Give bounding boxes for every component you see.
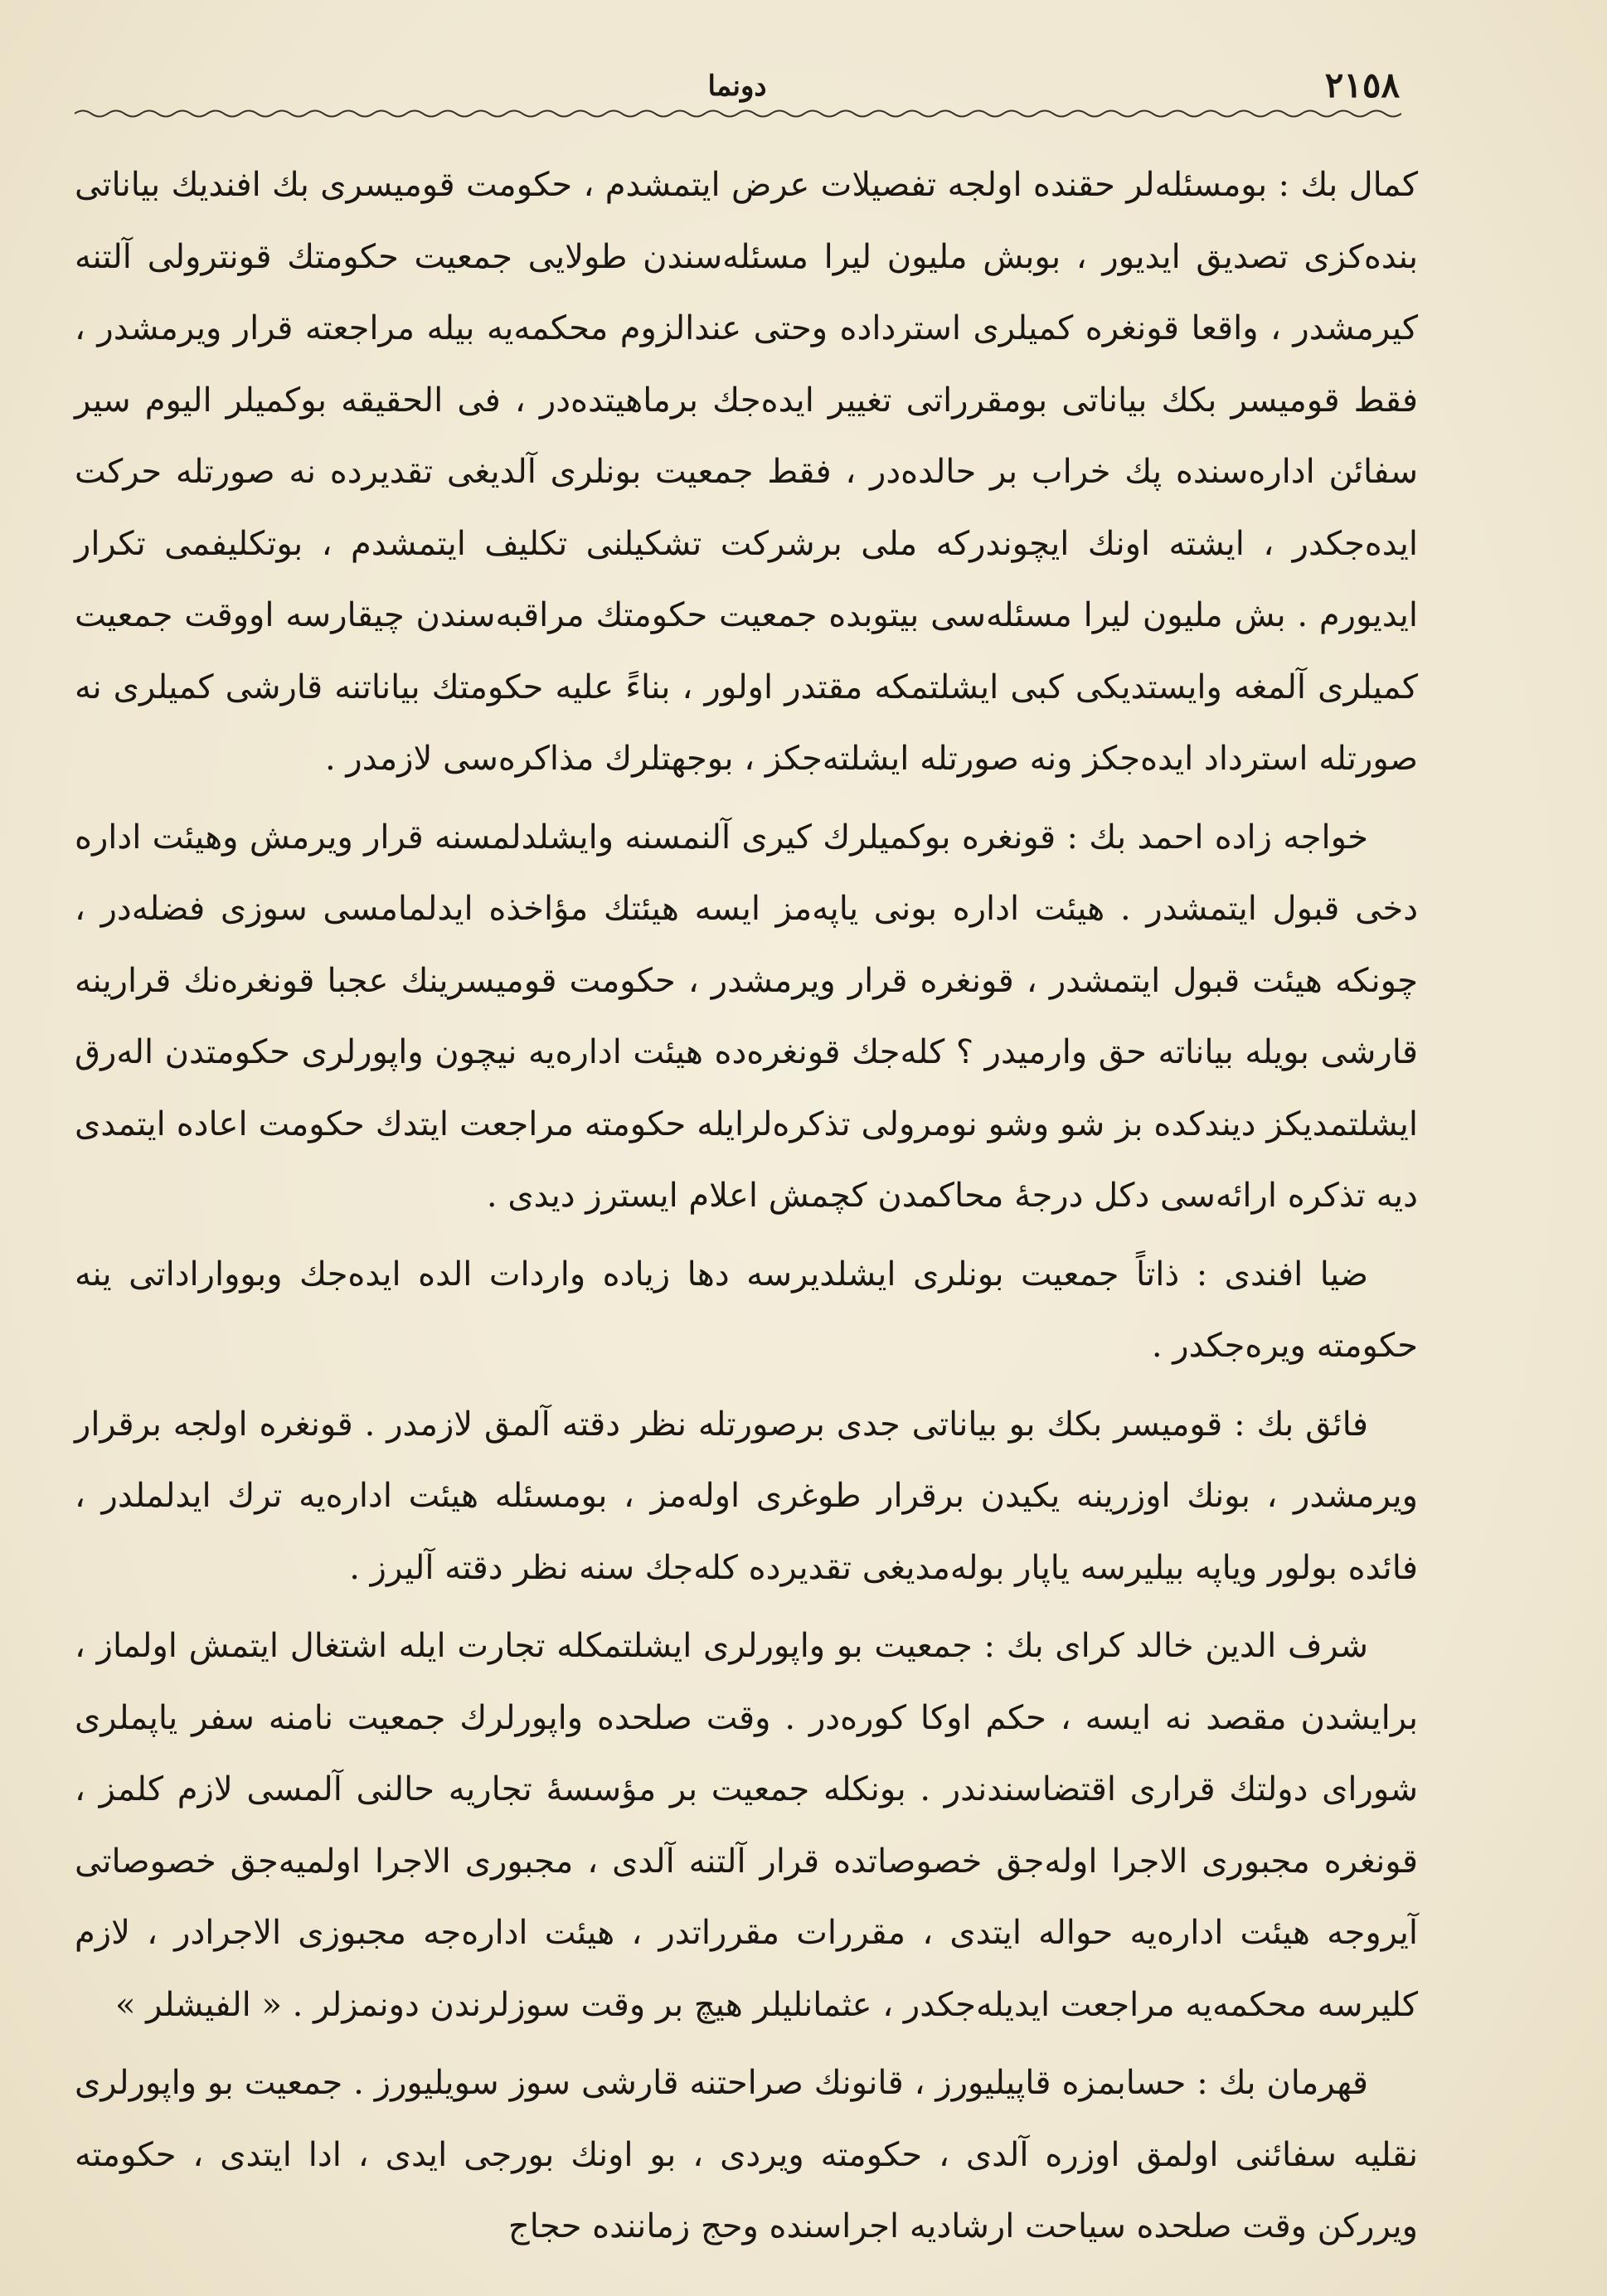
paragraph-kemal-bey: كمال بك : بومسئله‌لر حقنده اولجه تفصيلات عرض ايتمشدم ، حكومت قوميسرى بك افنديك بياناتى بنده‌كزى تصديق ايديور ، بوبش مليون ليرا مسئله‌سندن طولايى جمعيت حكومتك قونترولى آلتنه كيرمشدر ، واقعا قونغره كميلرى استرداده وحتى عندالزوم محكمه‌يه بيله مراجعته قرار ويرمشدر ، فقط قوميسر بكك بياناتى بومقرراتى تغيير ايده‌جك برماهيتده‌در ، فى الحقيقه بوكميلر اليوم سير سفائن اداره‌سنده پك خراب بر حالده‌در ، فقط جمعيت بونلرى آلديغى تقديرده نه صورتله حركت ايده‌جكدر ، ايشته اونك ايچوندركه ملى برشركت تشكيلنى تكليف ايتمشدم ، بوتكليفمى تكرار ايديورم . بش مليون ليرا مسئله‌سى بيتوبده جمعيت حكومتك مراقبه‌سندن چيقارسه اووقت جمعيت كميلرى آلمغه وايستديكى كبى ايشلتمكه مقتدر اولور ، بناءً عليه حكومتك بياناتنه قارشى كميلرى نه صورتله استرداد ايده‌جكز ونه صورتله ايشلته‌جكز ، بوجهتلرك مذاكره‌سى لازمدر . xyxy=(75,166,1418,778)
running-title: دونما xyxy=(707,70,767,103)
paragraph-hoca-zade-ahmed-bey: خواجه زاده احمد بك : قونغره بوكميلرك كيرى آلنمسنه وايشلدلمسنه قرار ويرمش وهيئت اداره دخى قبول ايتمشدر . هيئت اداره بونى ياپه‌مز ايسه هيئتك مؤاخذه ايدلمامسى سوزى فضله‌در ، چونكه هيئت قبول ايتمشدر ، قونغره قرار ويرمشدر ، حكومت قوميسرينك عجبا قونغره‌نك قرارينه قارشى بويله بياناته حق وارميدر ؟ كله‌جك قونغره‌ده هيئت اداره‌يه نيچون واپورلرى حكومتدن اله‌رق ايشلتمديكز ديندكده بز شو وشو نومرولى تذكره‌لرايله حكومته مراجعت ايتدك حكومت اعاده ايتمدى ديه تذكره ارائه‌سى دكل درجهٔ محاكمدن كچمش اعلام ايسترز ديدى . xyxy=(75,818,1418,1215)
body-text xyxy=(75,149,1418,2263)
paragraph-ziya-efendi: ضيا افندى : ذاتاً جمعيت بونلرى ايشلدیرسه دها زياده واردات الده ايده‌جك وبوواراداتى ينه حكومته ويره‌جكدر . xyxy=(75,1255,1418,1365)
header-wavy-rule xyxy=(75,106,1401,121)
paragraph-faik-bey: فائق بك : قوميسر بكك بو بياناتى جدى برصورتله نظر دقته آلمق لازمدر . قونغره اولجه برقرار ويرمشدر ، بونك اوزرينه يكيدن برقرار طوغرى اوله‌مز ، بومسئله هيئت اداره‌يه ترك ايدلملدر ، فائده بولور وياپه بيليرسه ياپار بوله‌مديغى تقديرده كله‌جك سنه نظر دقته آليرز . xyxy=(75,1405,1418,1587)
paragraph-serefeddin-halid-giray-bey: شرف الدين خالد كراى بك : جمعيت بو واپورلرى ايشلتمكله تجارت ايله اشتغال ايتمش اولماز ، برايشدن مقصد نه ايسه ، حكم اوكا كوره‌در . وقت صلحده واپورلرك جمعيت نامنه سفر ياپملرى شوراى دولتك قرارى اقتضاسندندر . بونكله جمعيت بر مؤسسهٔ تجاريه حالنى آلمسى لازم كلمز ، قونغره مجبورى الاجرا اوله‌جق خصوصاتده قرار آلتنه آلدى ، مجبورى الاجرا اولميه‌جق خصوصاتى آيروجه هيئت اداره‌يه حواله ايتدى ، مقررات مقرراتدر ، هيئت اداره‌جه مجبوزى الاجرادر ، لازم كليرسه محكمه‌يه مراجعت ايديله‌جكدر ، عثمانليلر هيچ بر وقت سوزلرندن دونمزلر . « الفيشلر » xyxy=(75,1627,1418,2024)
paragraph-kahraman-bey: قهرمان بك : حسابمزه قاپيليورز ، قانونك صراحتنه قارشى سوز سويليورز . جمعيت بو واپورلرى نقليه سفائنى اولمق اوزره آلدى ، حكومته ويردى ، بو اونك بورجى ايدى ، ادا ايتدى ، حكومته ويرركن وقت صلحده سياحت ارشاديه اجراسنده وحج زماننده حجاج xyxy=(75,2064,1418,2245)
page-number: ٢١٥٨ xyxy=(1324,65,1400,105)
